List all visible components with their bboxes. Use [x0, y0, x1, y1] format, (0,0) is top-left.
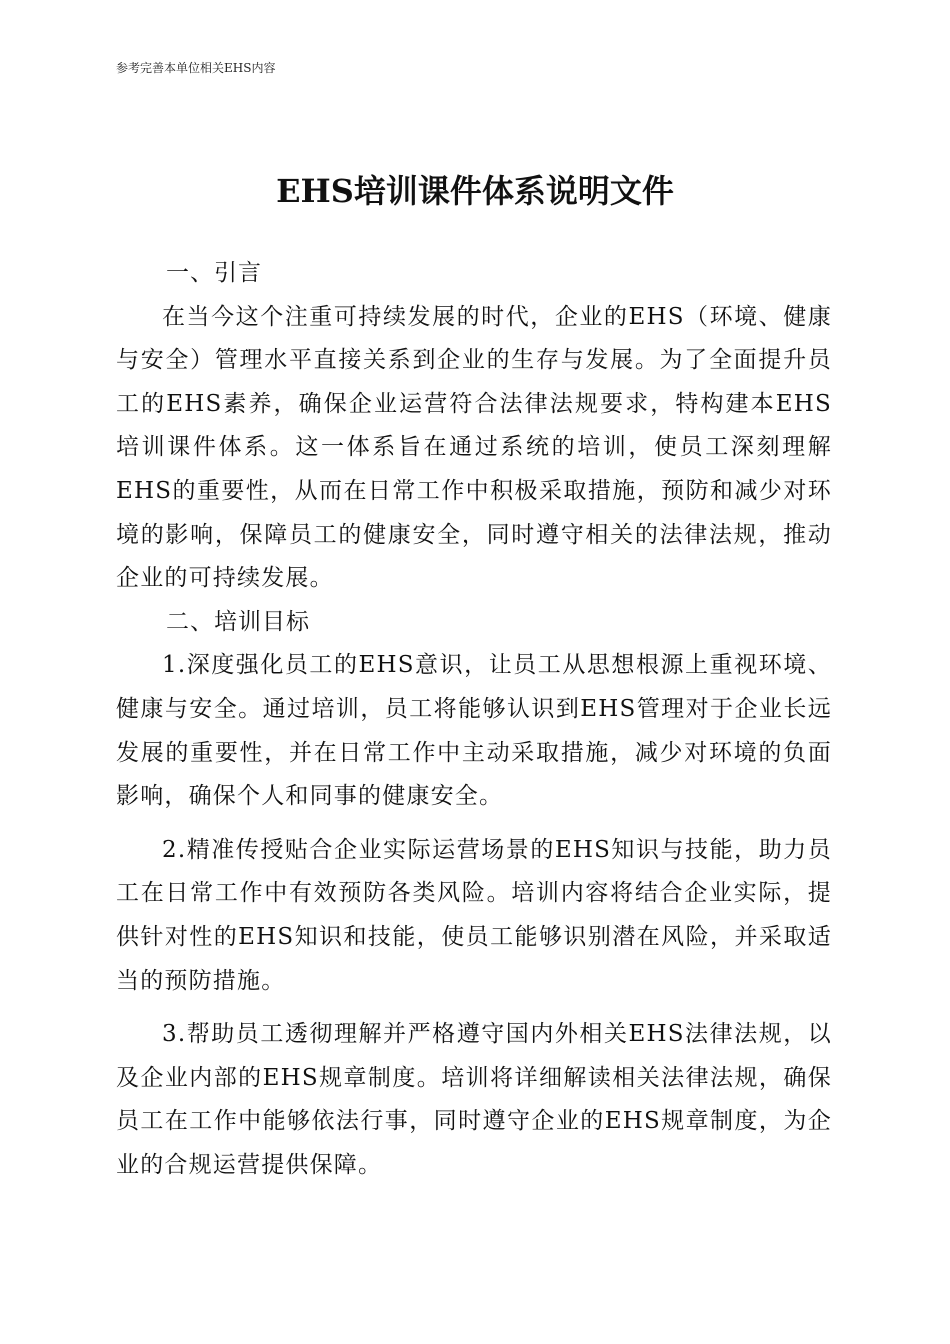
section-heading-introduction: 一、引言 [166, 260, 262, 286]
training-goal-1: 1.深度强化员工的EHS意识，让员工从思想根源上重视环境、健康与安全。通过培训，员工将能够认识到EHS管理对于企业长远发展的重要性，并在日常工作中主动采取措施，减少对环境的负面影响，确保个人和同事的健康安全。 [116, 652, 832, 810]
header-note: 参考完善本单位相关EHS内容 [116, 61, 276, 75]
document-body [116, 252, 832, 1187]
section-heading-training-goals: 二、培训目标 [166, 608, 310, 635]
paragraph-gap [116, 819, 832, 829]
paragraph-gap [116, 1003, 832, 1013]
training-goal-3: 3.帮助员工透彻理解并严格遵守国内外相关EHS法律法规，以及企业内部的EHS规章制度。培训将详细解读相关法律法规，确保员工在工作中能够依法行事，同时遵守企业的EHS规章制度，为企业的合规运营提供保障。 [116, 1021, 832, 1178]
training-goal-2: 2.精准传授贴合企业实际运营场景的EHS知识与技能，助力员工在日常工作中有效预防各类风险。培训内容将结合企业实际，提供针对性的EHS知识和技能，使员工能够识别潜在风险，并采取适当的预防措施。 [116, 836, 832, 994]
document-title: EHS培训课件体系说明文件 [276, 172, 674, 211]
introduction-paragraph: 在当今这个注重可持续发展的时代，企业的EHS（环境、健康与安全）管理水平直接关系到企业的生存与发展。为了全面提升员工的EHS素养，确保企业运营符合法律法规要求，特构建本EHS培训课件体系。这一体系旨在通过系统的培训，使员工深刻理解EHS的重要性，从而在日常工作中积极采取措施，预防和减少对环境的影响，保障员工的健康安全，同时遵守相关的法律法规，推动企业的可持续发展。 [116, 303, 832, 592]
